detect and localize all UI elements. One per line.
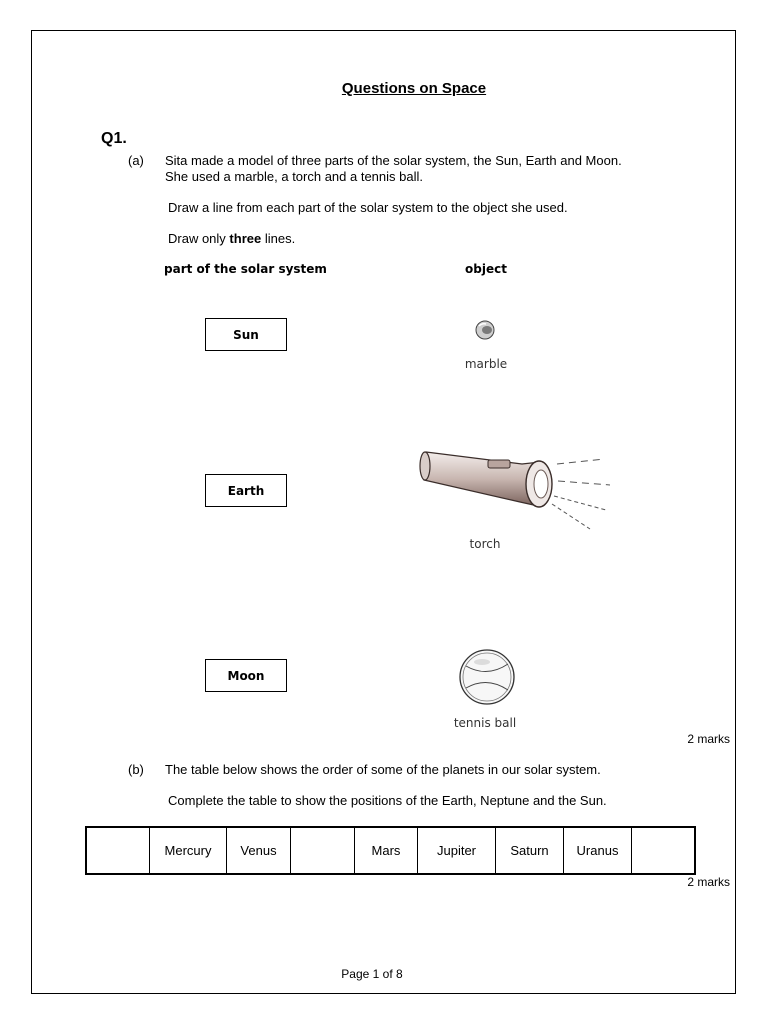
question-number: Q1. (101, 130, 127, 147)
planet-cell-blank-2[interactable] (291, 827, 355, 874)
part-box-moon[interactable]: Moon (205, 659, 287, 692)
instruction-1: Draw a line from each part of the solar system to the object she used. (168, 200, 568, 215)
tennis-ball-icon[interactable] (456, 648, 518, 706)
planet-cell-jupiter: Jupiter (418, 827, 496, 874)
part-b-line-1: The table below shows the order of some of the planets in our solar system. (165, 762, 601, 777)
part-a-text (165, 153, 622, 185)
part-a-line-2: She used a marble, a torch and a tennis ball. (165, 169, 423, 184)
part-b-line-2: Complete the table to show the positions of the Earth, Neptune and the Sun. (168, 793, 607, 808)
instruction-2-bold: three (229, 231, 262, 246)
planet-cell-saturn: Saturn (496, 827, 564, 874)
part-a-label: (a) (128, 153, 144, 168)
object-caption-marble: marble (464, 357, 508, 371)
planet-cell-uranus: Uranus (564, 827, 632, 874)
torch-icon[interactable] (412, 444, 612, 534)
instruction-2-prefix: Draw only (168, 231, 230, 246)
page-footer: Page 1 of 8 (341, 967, 403, 981)
planet-cell-venus: Venus (227, 827, 291, 874)
marble-icon[interactable] (470, 316, 500, 344)
page-title: Questions on Space (341, 80, 487, 97)
part-box-earth[interactable]: Earth (205, 474, 287, 507)
object-caption-tennis-ball: tennis ball (453, 716, 517, 730)
planet-cell-mars: Mars (355, 827, 418, 874)
instruction-2-suffix: lines. (261, 231, 296, 246)
column-heading-parts: part of the solar system (164, 262, 327, 276)
part-b-label: (b) (128, 762, 144, 777)
part-box-sun[interactable]: Sun (205, 318, 287, 351)
part-a-marks: 2 marks (687, 732, 730, 746)
planet-cell-blank-3[interactable] (632, 827, 696, 874)
part-b-marks: 2 marks (687, 875, 730, 889)
part-a-line-1: Sita made a model of three parts of the solar system, the Sun, Earth and Moon. (165, 153, 622, 168)
instruction-2 (168, 231, 295, 247)
planet-cell-mercury: Mercury (150, 827, 227, 874)
planet-cell-blank-1[interactable] (86, 827, 150, 874)
table-row (86, 827, 695, 874)
planet-order-table (85, 826, 696, 875)
column-heading-objects: object (465, 262, 507, 276)
object-caption-torch: torch (469, 537, 501, 551)
